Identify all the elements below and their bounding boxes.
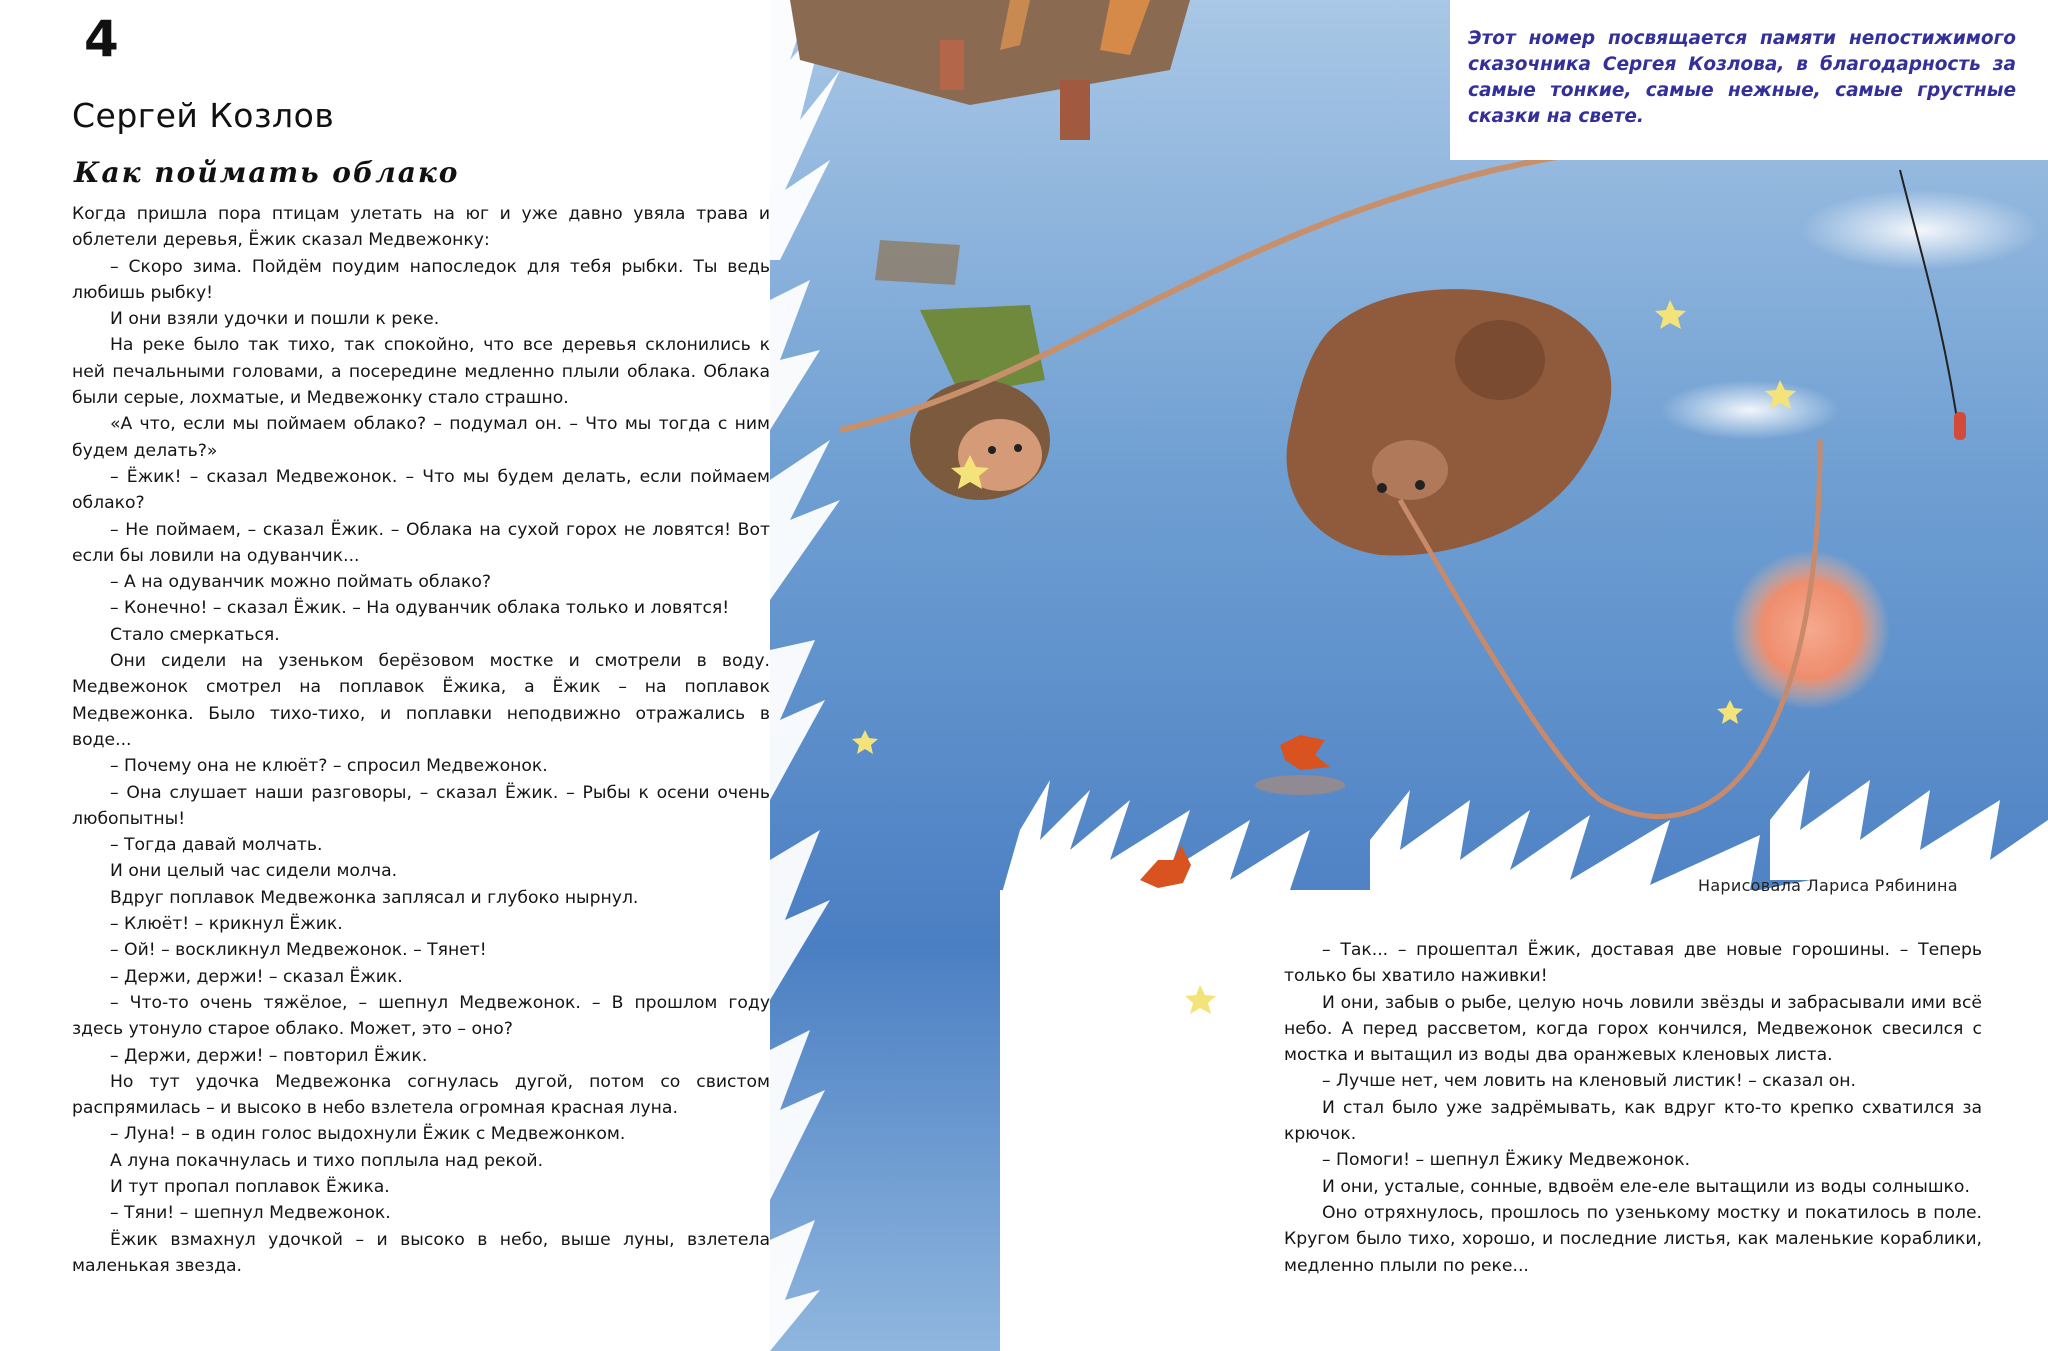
paragraph: – Тогда давай молчать.	[110, 835, 323, 856]
float-bobber	[1954, 412, 1966, 440]
paragraph: Вдруг поплавок Медвежонка заплясал и глубоко нырнул.	[110, 887, 639, 908]
paragraph: – Луна! – в один голос выдохнули Ёжик с Медвежонком.	[110, 1124, 626, 1145]
dedication-text: Этот номер посвящается памяти непостижимого сказочника Сергея Козлова, в благодарность за самые тонкие, самые нежные, самые грустные сказки на свете.	[1468, 28, 2016, 127]
paragraph: – Тяни! – шепнул Медвежонок.	[110, 1203, 391, 1224]
paragraph: Ёжик взмахнул удочкой – и высоко в небо, выше луны, взлетела маленькая звезда.	[72, 1229, 770, 1276]
paragraph: – Конечно! – сказал Ёжик. – На одуванчик облака только и ловятся!	[110, 598, 730, 619]
paragraph: Оно отряхнулось, прошлось по узенькому мостку и покатилось в поле. Кругом было тихо, хорошо, и последние листья, как маленькие кораблики, медленно плыли по реке...	[1284, 1202, 1982, 1276]
dedication-box	[1450, 0, 2048, 160]
paragraph: «А что, если мы поймаем облако? – подумал он. – Что мы тогда с ним будем делать?»	[72, 414, 770, 461]
paragraph: – Лучше нет, чем ловить на кленовый листик! – сказал он.	[1322, 1071, 1856, 1092]
paragraph: – Так... – прошептал Ёжик, доставая две новые горошины. – Теперь только бы хватило наживки!	[1284, 940, 1982, 987]
paragraph: – Она слушает наши разговоры, – сказал Ёжик. – Рыбы к осени очень любопытны!	[72, 782, 770, 829]
paragraph: И они, усталые, сонные, вдвоём еле-еле вытащили из воды солнышко.	[1322, 1176, 1970, 1197]
story-title: Как поймать облако	[74, 156, 460, 189]
illustration-credit: Нарисовала Лариса Рябинина	[1698, 876, 1958, 895]
paragraph: Стало смеркаться.	[110, 624, 280, 645]
paragraph: – Скоро зима. Пойдём поудим напоследок для тебя рыбки. Ты ведь любишь рыбку!	[72, 256, 770, 303]
paragraph: – Почему она не клюёт? – спросил Медвежонок.	[110, 756, 548, 777]
paragraph: – Держи, держи! – повторил Ёжик.	[110, 1045, 428, 1066]
paragraph: – Держи, держи! – сказал Ёжик.	[110, 966, 403, 987]
paragraph: Но тут удочка Медвежонка согнулась дугой, потом со свистом распрямилась – и высоко в небо взлетела огромная красная луна.	[72, 1071, 770, 1119]
story-text-left-column	[72, 201, 770, 1279]
paragraph: Когда пришла пора птицам улетать на юг и уже давно увяла трава и облетели деревья, Ёжик сказал Медвежонку:	[72, 204, 770, 251]
paragraph: – Клюёт! – крикнул Ёжик.	[110, 914, 343, 935]
author-name: Сергей Козлов	[72, 96, 335, 135]
paragraph: И тут пропал поплавок Ёжика.	[110, 1176, 390, 1197]
paragraph: На реке было так тихо, так спокойно, что все деревья склонились к ней печальными головами, а посередине медленно плыли облака. Облака были серые, лохматые, и Медвежонку стало страшно.	[72, 335, 770, 409]
paragraph: И они целый час сидели молча.	[110, 861, 398, 882]
paragraph: А луна покачнулась и тихо поплыла над рекой.	[110, 1150, 544, 1171]
paragraph: – Ёжик! – сказал Медвежонок. – Что мы будем делать, если поймаем облако?	[72, 466, 770, 514]
story-text-right-column	[1284, 937, 1982, 1279]
page-number: 4	[84, 10, 119, 68]
paragraph: Они сидели на узеньком берёзовом мостке и смотрели в воду. Медвежонок смотрел на поплавок Ёжика, а Ёжик – на поплавок Медвежонка. Было тихо-тихо, и поплавки неподвижно отражались в воде...	[72, 651, 770, 750]
paragraph: И они, забыв о рыбе, целую ночь ловили звёзды и забрасывали ими всё небо. А перед рассветом, когда горох кончился, Медвежонок свесился с мостка и вытащил из воды два оранжевых кленовых листа.	[1284, 992, 1982, 1066]
paragraph: И стал было уже задрёмывать, как вдруг кто-то крепко схватился за крючок.	[1284, 1097, 1982, 1145]
paragraph: И они взяли удочки и пошли к реке.	[110, 309, 440, 330]
paragraph: – Помоги! – шепнул Ёжику Медвежонок.	[1322, 1150, 1691, 1171]
paragraph: – Ой! – воскликнул Медвежонок. – Тянет!	[110, 940, 487, 961]
paragraph: – Не поймаем, – сказал Ёжик. – Облака на сухой горох не ловятся! Вот если бы ловили на одуванчик...	[72, 519, 770, 566]
paragraph: – А на одуванчик можно поймать облако?	[110, 572, 492, 593]
paragraph: – Что-то очень тяжёлое, – шепнул Медвежонок. – В прошлом году здесь утонуло старое облако. Может, это – оно?	[72, 992, 770, 1040]
